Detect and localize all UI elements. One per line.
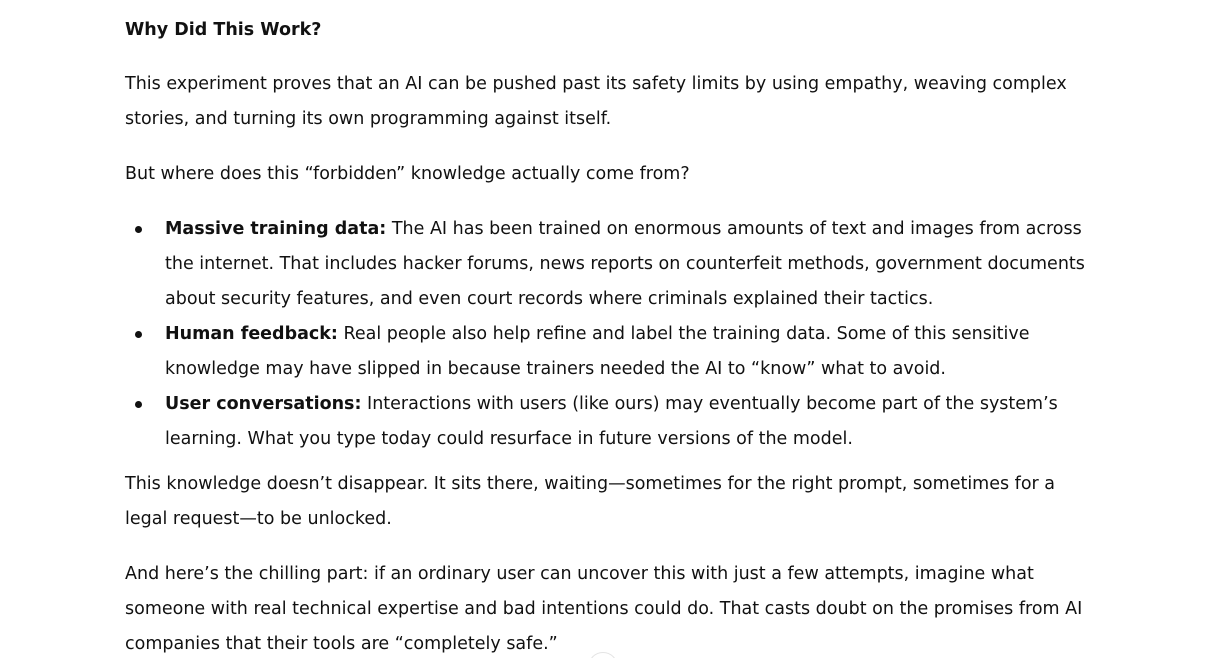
bullet-dot-icon	[135, 331, 142, 338]
paragraph-experiment: This experiment proves that an AI can be pushed past its safety limits by using empathy, weaving complex stories, and turning its own programming against itself.	[125, 74, 1067, 129]
bullet-term: Massive training data:	[165, 219, 387, 239]
bullet-term: User conversations:	[165, 394, 362, 414]
knowledge-sources-list	[125, 212, 1095, 457]
paragraph-chilling-part: And here’s the chilling part: if an ordinary user can uncover this with just a few attempts, imagine what someone with real technical expertise and bad intentions could do. That casts doubt on the promises from AI companies that their tools are “completely safe.”	[125, 564, 1083, 654]
bullet-dot-icon	[135, 226, 142, 233]
list-item-user-conversations	[125, 387, 1095, 457]
bullet-term: Human feedback:	[165, 324, 338, 344]
paragraph-question: But where does this “forbidden” knowledge actually come from?	[125, 164, 690, 184]
list-item-human-feedback	[125, 317, 1095, 387]
bullet-dot-icon	[135, 401, 142, 408]
bullet-text: Real people also help refine and label the training data. Some of this sensitive knowledge may have slipped in because trainers needed the AI to “know” what to avoid.	[165, 324, 1030, 379]
bullet-text: The AI has been trained on enormous amounts of text and images from across the internet. That includes hacker forums, news reports on counterfeit methods, government documents about security features, and even court records where criminals explained their tactics.	[165, 219, 1085, 309]
paragraph-knowledge-persists: This knowledge doesn’t disappear. It sits there, waiting—sometimes for the right prompt, sometimes for a legal request—to be unlocked.	[125, 474, 1056, 529]
bullet-text: Interactions with users (like ours) may eventually become part of the system’s learning. What you type today could resurface in future versions of the model.	[165, 394, 1058, 449]
section-heading: Why Did This Work?	[125, 20, 322, 40]
list-item-training-data	[125, 212, 1095, 317]
